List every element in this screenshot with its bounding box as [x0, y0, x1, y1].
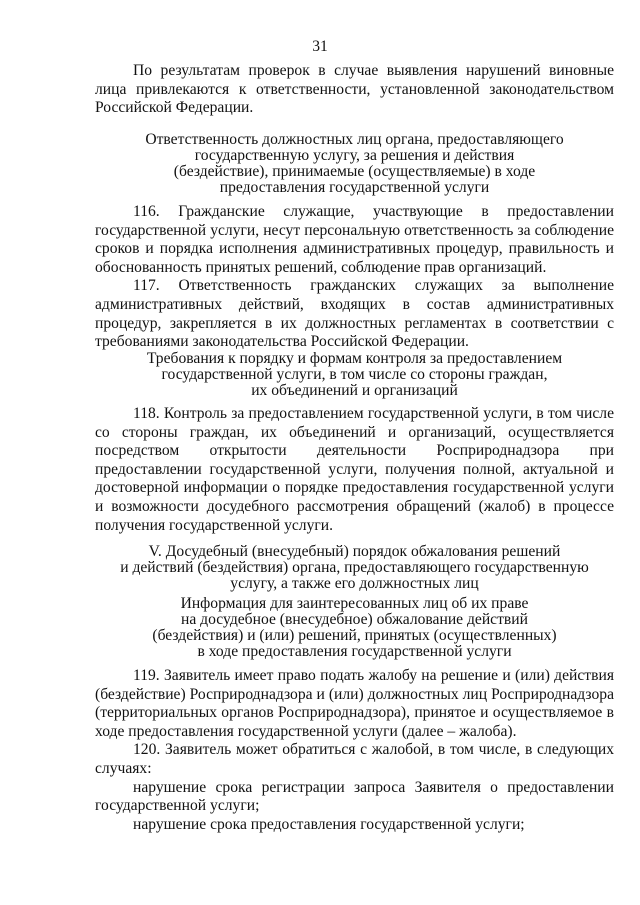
list-item-service-deadline: нарушение срока предоставления государственной услуги; [133, 815, 525, 833]
paragraph-116: 116. Гражданские служащие, участвующие в предоставлении государственной услуги, несут персональную ответственность за соблюдение сроков и порядка исполнения административных процедур, правильность и обоснованность принятых решений, соблюдение прав организаций. [95, 203, 614, 276]
paragraph-118-block [95, 405, 614, 535]
paragraphs-116-117 [95, 203, 614, 352]
heading-line: их объединений и организаций [251, 382, 458, 399]
heading-line: Ответственность должностных лиц органа, предоставляющего [145, 131, 564, 148]
paragraph-118: 118. Контроль за предоставлением государственной услуги, в том числе со стороны граждан, их объединений и организаций, осуществляется посредством открытости деятельности Росприроднадзора при предоставлении государственной услуги, получения полной, актуальной и достоверной информации о порядке предоставления государственной услуги и возможности досудебного рассмотрения обращений (жалоб) в процессе получения государственной услуги. [95, 405, 614, 534]
intro-paragraph-block [95, 62, 614, 118]
heading-line: (бездействие), принимаемые (осуществляемые) в ходе [173, 163, 536, 180]
list-item-registration-deadline: нарушение срока регистрации запроса Заявителя о предоставлении государственной услуги; [95, 778, 614, 815]
heading-line: услугу, а также его должностных лиц [230, 575, 479, 592]
heading-line: Требования к порядку и формам контроля за предоставлением [146, 350, 563, 367]
heading-line: предоставления государственной услуги [219, 179, 490, 196]
heading-line: и действий (бездействия) органа, предоставляющего государственную [120, 559, 589, 576]
heading-line: государственную услугу, за решения и действия [194, 147, 515, 164]
paragraph-120: 120. Заявитель может обратиться с жалобой, в том числе, в следующих случаях: [95, 741, 614, 777]
section-v-heading [95, 544, 614, 592]
paragraph-intro: По результатам проверок в случае выявления нарушений виновные лица привлекаются к ответственности, установленной законодательством Российской Федерации. [95, 62, 614, 117]
heading-control-requirements [95, 351, 614, 399]
heading-line: (бездействия) и (или) решений, принятых (осуществленных) [152, 627, 557, 644]
heading-line: в ходе предоставления государственной услуги [197, 643, 512, 660]
heading-line: V. Досудебный (внесудебный) порядок обжалования решений [148, 543, 561, 560]
page-number: 31 [312, 38, 328, 55]
heading-appeal-information [95, 596, 614, 660]
heading-line: государственной услуги, в том числе со стороны граждан, [161, 366, 548, 383]
heading-line: Информация для заинтересованных лиц об их праве [180, 595, 529, 612]
heading-line: на досудебное (внесудебное) обжалование действий [181, 611, 528, 628]
paragraphs-119-120 [95, 667, 614, 834]
heading-responsibility [95, 132, 614, 196]
paragraph-119: 119. Заявитель имеет право подать жалобу на решение и (или) действия (бездействие) Росприроднадзора и (или) должностных лиц Росприроднадзора (территориальных органов Росприроднадзора), принятое и осуществляемое в ходе предоставления государственной услуги (далее – жалоба). [95, 667, 614, 740]
paragraph-117: 117. Ответственность гражданских служащих за выполнение административных действий, входящих в состав административных процедур, закрепляется в их должностных регламентах в соответствии с требованиями законодательства Российской Федерации. [95, 277, 614, 351]
